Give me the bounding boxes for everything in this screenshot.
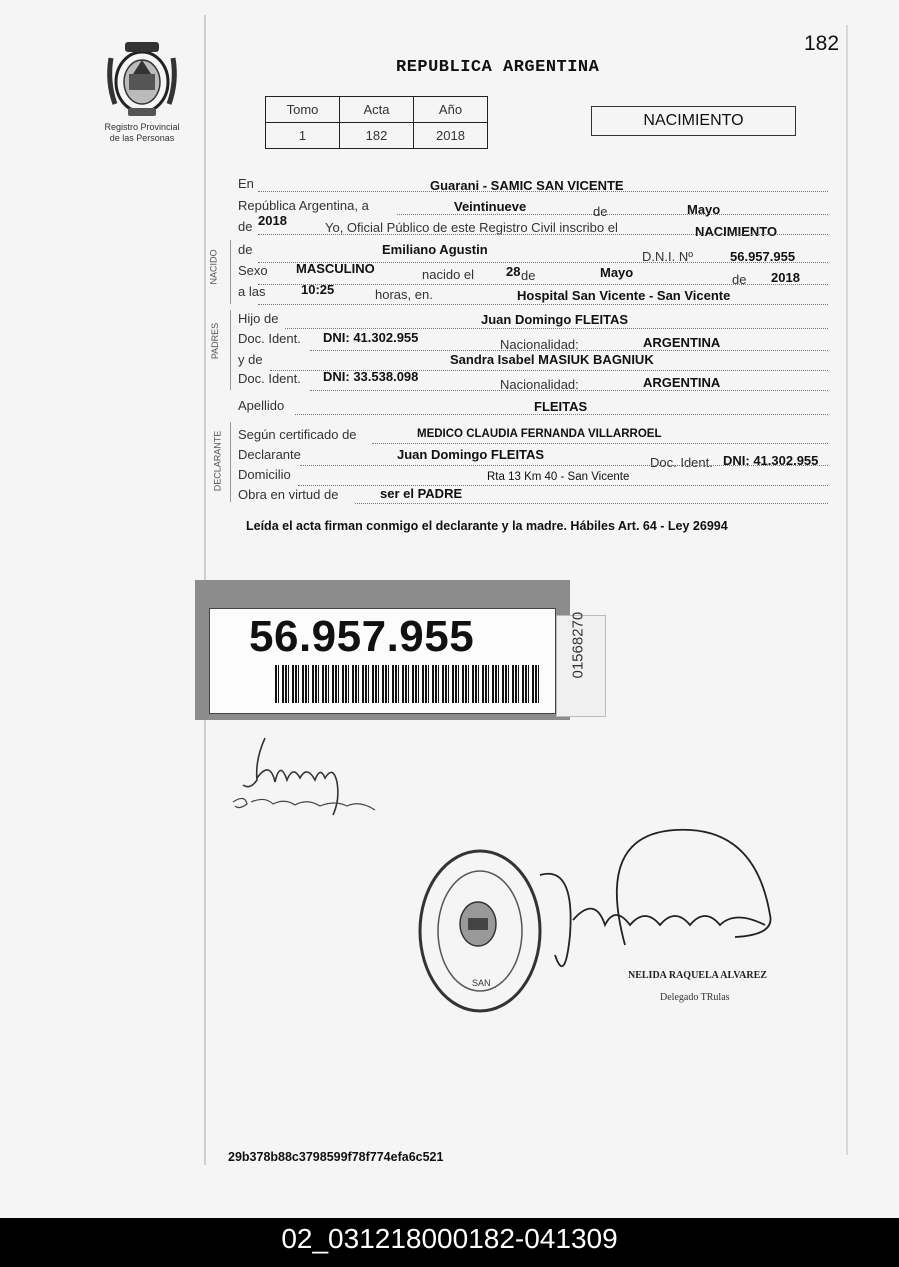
value-lugar-nac: Hospital San Vicente - San Vicente: [517, 288, 731, 303]
side-label-nacido: NACIDO: [208, 249, 219, 285]
label-obra-virtud: Obra en virtud de: [238, 487, 339, 502]
label-hijo-de: Hijo de: [238, 311, 279, 326]
reference-table: [265, 96, 488, 149]
label-dni: D.N.I. Nº: [642, 249, 693, 264]
section-separator: [230, 240, 231, 304]
value-declarante: Juan Domingo FLEITAS: [397, 447, 545, 462]
registry-caption: [92, 122, 192, 144]
dotted-line: [258, 234, 828, 235]
ref-header-tomo: Tomo: [266, 97, 340, 123]
label-de-anio: de: [238, 219, 253, 234]
registry-caption-line1: Registro Provincial: [104, 122, 180, 132]
dotted-line: [295, 414, 828, 415]
value-declarante-doc: DNI: 41.302.955: [723, 453, 819, 468]
value-hora: 10:25: [301, 282, 335, 297]
label-segun-certificado: Según certificado de: [238, 427, 357, 442]
value-dia-letras: Veintinueve: [454, 199, 527, 214]
label-domicilio: Domicilio: [238, 467, 291, 482]
label-republica: República Argentina, a: [238, 198, 369, 213]
value-domicilio: Rta 13 Km 40 - San Vicente: [487, 471, 630, 483]
official-title: Delegado TRulas: [660, 992, 730, 1003]
registry-stamp-icon: [416, 846, 544, 1016]
value-nac-anio: 2018: [771, 270, 800, 285]
dotted-line: [285, 328, 828, 329]
margin-line-right: [846, 25, 848, 1155]
dotted-line: [310, 350, 828, 351]
dni-label-side-code: 01568270: [569, 611, 587, 679]
value-madre-nac: ARGENTINA: [643, 375, 721, 390]
label-sexo: Sexo: [238, 263, 268, 278]
label-nacido-el: nacido el: [422, 267, 475, 282]
value-certificado: MEDICO CLAUDIA FERNANDA VILLARROEL: [417, 428, 662, 440]
section-separator: [230, 422, 231, 502]
barcode: [275, 665, 540, 703]
act-type-box: NACIMIENTO: [591, 106, 796, 136]
dotted-line: [310, 390, 828, 391]
value-padre-nac: ARGENTINA: [643, 335, 721, 350]
document-title: REPUBLICA ARGENTINA: [396, 58, 600, 77]
value-nac-mes: Mayo: [600, 265, 634, 280]
label-de-nombre: de: [238, 242, 253, 257]
provincial-seal-icon: [103, 38, 181, 122]
page-number: 182: [804, 32, 840, 55]
value-lugar: Guarani - SAMIC SAN VICENTE: [430, 178, 624, 193]
label-de: de: [593, 204, 608, 219]
label-a-las: a las: [238, 284, 266, 299]
value-tipo: NACIMIENTO: [695, 224, 778, 239]
label-apellido: Apellido: [238, 398, 285, 413]
ref-header-anio: Año: [414, 97, 488, 123]
ref-value-tomo: 1: [266, 123, 340, 149]
dni-label-number: 56.957.955: [249, 612, 475, 661]
document-hash: 29b378b88c3798599f78f774efa6c521: [228, 1150, 444, 1164]
side-label-declarante: DECLARANTE: [212, 430, 223, 492]
value-madre: Sandra Isabel MASIUK BAGNIUK: [450, 352, 654, 367]
label-y-de: y de: [238, 352, 263, 367]
value-mes: Mayo: [687, 202, 721, 217]
father-signature: [225, 730, 395, 830]
value-nac-dia: 28: [506, 264, 521, 279]
label-nac-madre: Nacionalidad:: [500, 377, 579, 392]
label-yo-oficial: Yo, Oficial Público de este Registro Civil inscribo el: [325, 220, 618, 235]
value-dni: 56.957.955: [730, 249, 796, 264]
dotted-line: [397, 214, 828, 215]
footer-code: 02_031218000182-041309: [281, 1223, 618, 1254]
label-de-3: de: [732, 272, 747, 287]
value-apellido: FLEITAS: [534, 399, 588, 414]
value-en-virtud: ser el PADRE: [380, 486, 463, 501]
label-doc-madre: Doc. Ident.: [238, 371, 301, 386]
label-horas-en: horas, en.: [375, 287, 433, 302]
dotted-line: [355, 503, 828, 504]
dotted-line: [372, 443, 828, 444]
value-madre-doc: DNI: 33.538.098: [323, 369, 419, 384]
ref-header-acta: Acta: [340, 97, 414, 123]
value-anio: 2018: [258, 213, 287, 228]
dotted-line: [258, 284, 828, 285]
official-name: NELIDA RAQUELA ALVAREZ: [628, 970, 767, 981]
side-label-padres: PADRES: [210, 322, 221, 360]
registry-caption-line2: de las Personas: [109, 133, 175, 143]
section-separator: [230, 310, 231, 390]
signing-note: Leída el acta firman conmigo el declarante y la madre. Hábiles Art. 64 - Ley 26994: [246, 519, 728, 533]
value-padre-doc: DNI: 41.302.955: [323, 330, 419, 345]
dotted-line: [300, 465, 828, 466]
label-en: En: [238, 176, 254, 191]
label-declarante: Declarante: [238, 447, 301, 462]
label-doc-padre: Doc. Ident.: [238, 331, 301, 346]
svg-text:SAN: SAN: [472, 978, 491, 988]
label-doc-declarante: Doc. Ident.: [650, 455, 713, 470]
value-nombre: Emiliano Agustin: [382, 242, 488, 257]
dotted-line: [298, 485, 828, 486]
label-nac-padre: Nacionalidad:: [500, 337, 579, 352]
ref-value-anio: 2018: [414, 123, 488, 149]
value-sexo: MASCULINO: [296, 261, 375, 276]
value-padre: Juan Domingo FLEITAS: [481, 312, 629, 327]
dotted-line: [258, 304, 828, 305]
ref-value-acta: 182: [340, 123, 414, 149]
label-de-2: de: [521, 268, 536, 283]
